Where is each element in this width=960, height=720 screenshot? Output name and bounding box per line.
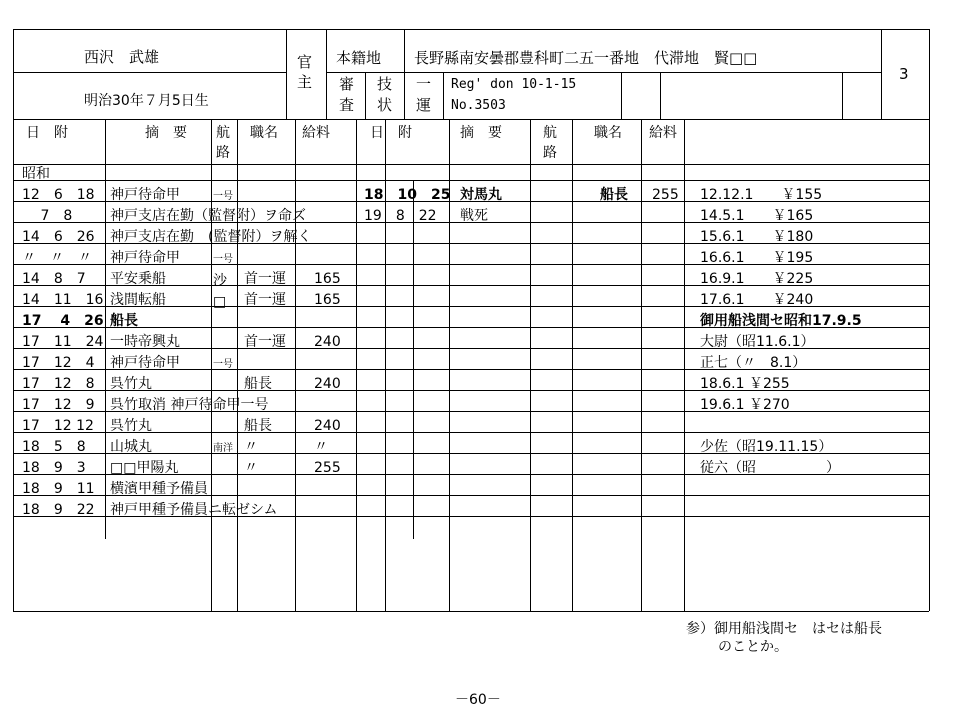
col-salary-header: 給料 [302, 125, 330, 141]
salary-note: 大尉（昭11.6.1） [700, 334, 815, 350]
right-row-salary: 255 [652, 187, 679, 203]
row-position: 首一運 [244, 271, 286, 287]
salary-note: 14.5.1 ￥165 [700, 208, 814, 224]
row-position: 首一運 [244, 292, 286, 308]
row-summary: □□甲陽丸 [110, 460, 179, 476]
row-position: 〃 [244, 439, 258, 455]
row-summary: 神戸待命甲 [110, 250, 180, 266]
shinsa-label-2: 査 [339, 96, 355, 114]
honseki-label: 本籍地 [336, 49, 382, 67]
row-salary: 165 [314, 271, 341, 287]
row-salary: 165 [314, 292, 341, 308]
row-summary: 横濱甲種予備員 [110, 481, 208, 497]
right-row-position: 船長 [600, 187, 628, 203]
salary-note: 16.9.1 ￥225 [700, 271, 814, 287]
row-salary: 240 [314, 334, 341, 350]
right-row-summary: 戦死 [460, 208, 488, 224]
row-date: 18 9 11 [22, 481, 95, 497]
col-route-header-2: 路 [216, 145, 230, 161]
itto-label-1: 一 [416, 75, 432, 93]
row-summary: 呉竹丸 [110, 418, 152, 434]
row-salary: 〃 [314, 439, 328, 455]
col-summary-header: 摘 要 [145, 125, 187, 141]
row-date: 17 12 9 [22, 397, 95, 413]
row-salary: 240 [314, 376, 341, 392]
col-summary-header-right: 摘 要 [460, 125, 502, 141]
row-summary: 神戸甲種予備員ニ転ゼシム [110, 502, 278, 518]
row-route: □ [213, 294, 227, 310]
col-route-header-right-1: 航 [543, 125, 557, 141]
row-summary: 神戸支店在勤 (監督附）ヲ解く [110, 229, 312, 245]
row-date: 〃 〃 〃 [22, 250, 92, 266]
row-date: 18 9 22 [22, 502, 95, 518]
row-salary: 240 [314, 418, 341, 434]
row-position: 船長 [244, 376, 272, 392]
footnote-line-1: 参）御用船浅間セ はセは船長 [686, 621, 882, 637]
page-number: －60－ [455, 692, 501, 708]
row-salary: 255 [314, 460, 341, 476]
row-summary: 一時帝興丸 [110, 334, 180, 350]
row-divider [13, 180, 929, 181]
salary-note: 少佐（昭19.11.15） [700, 439, 833, 455]
row-date: 17 12 8 [22, 376, 95, 392]
honseki-value: 長野縣南安曇郡豊科町二五一番地 代滞地 賢□□ [414, 49, 758, 67]
row-summary: 神戸待命甲 [110, 355, 180, 371]
right-row-date: 19 8 22 [364, 208, 437, 224]
row-route: 一号 [213, 191, 233, 202]
row-date: 17 12 4 [22, 355, 95, 371]
row-date: 12 6 18 [22, 187, 95, 203]
footnote-line-2: のことか。 [718, 639, 788, 655]
row-date: 昭和 [22, 166, 50, 182]
col-route-header-right-2: 路 [543, 145, 557, 161]
salary-note: 18.6.1 ￥255 [700, 376, 790, 392]
row-date: 17 12 12 [22, 418, 94, 434]
row-date: 14 11 16 [22, 292, 104, 308]
person-name: 西沢 武雄 [84, 48, 160, 66]
col-position-header-right: 職名 [594, 125, 622, 141]
giko-label-2: 状 [377, 96, 393, 114]
row-position: 船長 [244, 418, 272, 434]
salary-note: 19.6.1 ￥270 [700, 397, 790, 413]
row-summary: 船長 [110, 313, 138, 329]
col-date-header: 日 附 [26, 125, 68, 141]
birth-date: 明治30年７月5日生 [84, 93, 209, 109]
row-route: 沙 [213, 273, 227, 289]
col-position-header: 職名 [250, 125, 278, 141]
row-summary: 呉竹丸 [110, 376, 152, 392]
col-date-header-right: 日 附 [370, 125, 412, 141]
row-date: 17 11 24 [22, 334, 104, 350]
row-date: 14 8 7 [22, 271, 86, 287]
row-summary: 神戸支店在勤（監督附）ヲ命ズ [110, 208, 306, 224]
kan-label-2: 主 [297, 73, 313, 91]
col-route-header-1: 航 [216, 125, 230, 141]
row-route: 一号 [213, 359, 233, 370]
kan-label-1: 官 [297, 53, 313, 71]
row-route: 南洋 [213, 443, 233, 454]
certificate-number: No.3503 [451, 98, 506, 113]
page-index: 3 [899, 65, 909, 83]
row-summary: 呉竹取消 神戸待命甲一号 [110, 397, 269, 413]
right-row-summary: 対馬丸 [460, 187, 502, 203]
itto-label-2: 運 [416, 96, 432, 114]
row-route: 一号 [213, 254, 233, 265]
salary-note: 御用船浅間セ昭和17.9.5 [700, 313, 862, 329]
salary-note: 正七（〃 8.1） [700, 355, 807, 371]
salary-note: 16.6.1 ￥195 [700, 250, 814, 266]
salary-note: 12.12.1 ￥155 [700, 187, 823, 203]
row-date: 14 6 26 [22, 229, 95, 245]
registration-number: Reg' don 10-1-15 [451, 77, 577, 92]
row-date: 17 4 26 [22, 313, 104, 329]
row-summary: 平安乗船 [110, 271, 166, 287]
row-position: 首一運 [244, 334, 286, 350]
row-date: 18 9 3 [22, 460, 86, 476]
shinsa-label-1: 審 [339, 75, 355, 93]
row-position: 〃 [244, 460, 258, 476]
row-summary: 浅間転船 [110, 292, 166, 308]
row-summary: 山城丸 [110, 439, 152, 455]
row-summary: 神戸待命甲 [110, 187, 180, 203]
row-date: 7 8 [22, 208, 73, 224]
salary-note: 15.6.1 ￥180 [700, 229, 814, 245]
salary-note: 17.6.1 ￥240 [700, 292, 814, 308]
giko-label-1: 技 [377, 75, 393, 93]
salary-note: 従六（昭 ） [700, 460, 840, 476]
row-date: 18 5 8 [22, 439, 86, 455]
right-row-date: 18 10 25 [364, 187, 451, 203]
col-salary-header-right: 給料 [649, 125, 677, 141]
